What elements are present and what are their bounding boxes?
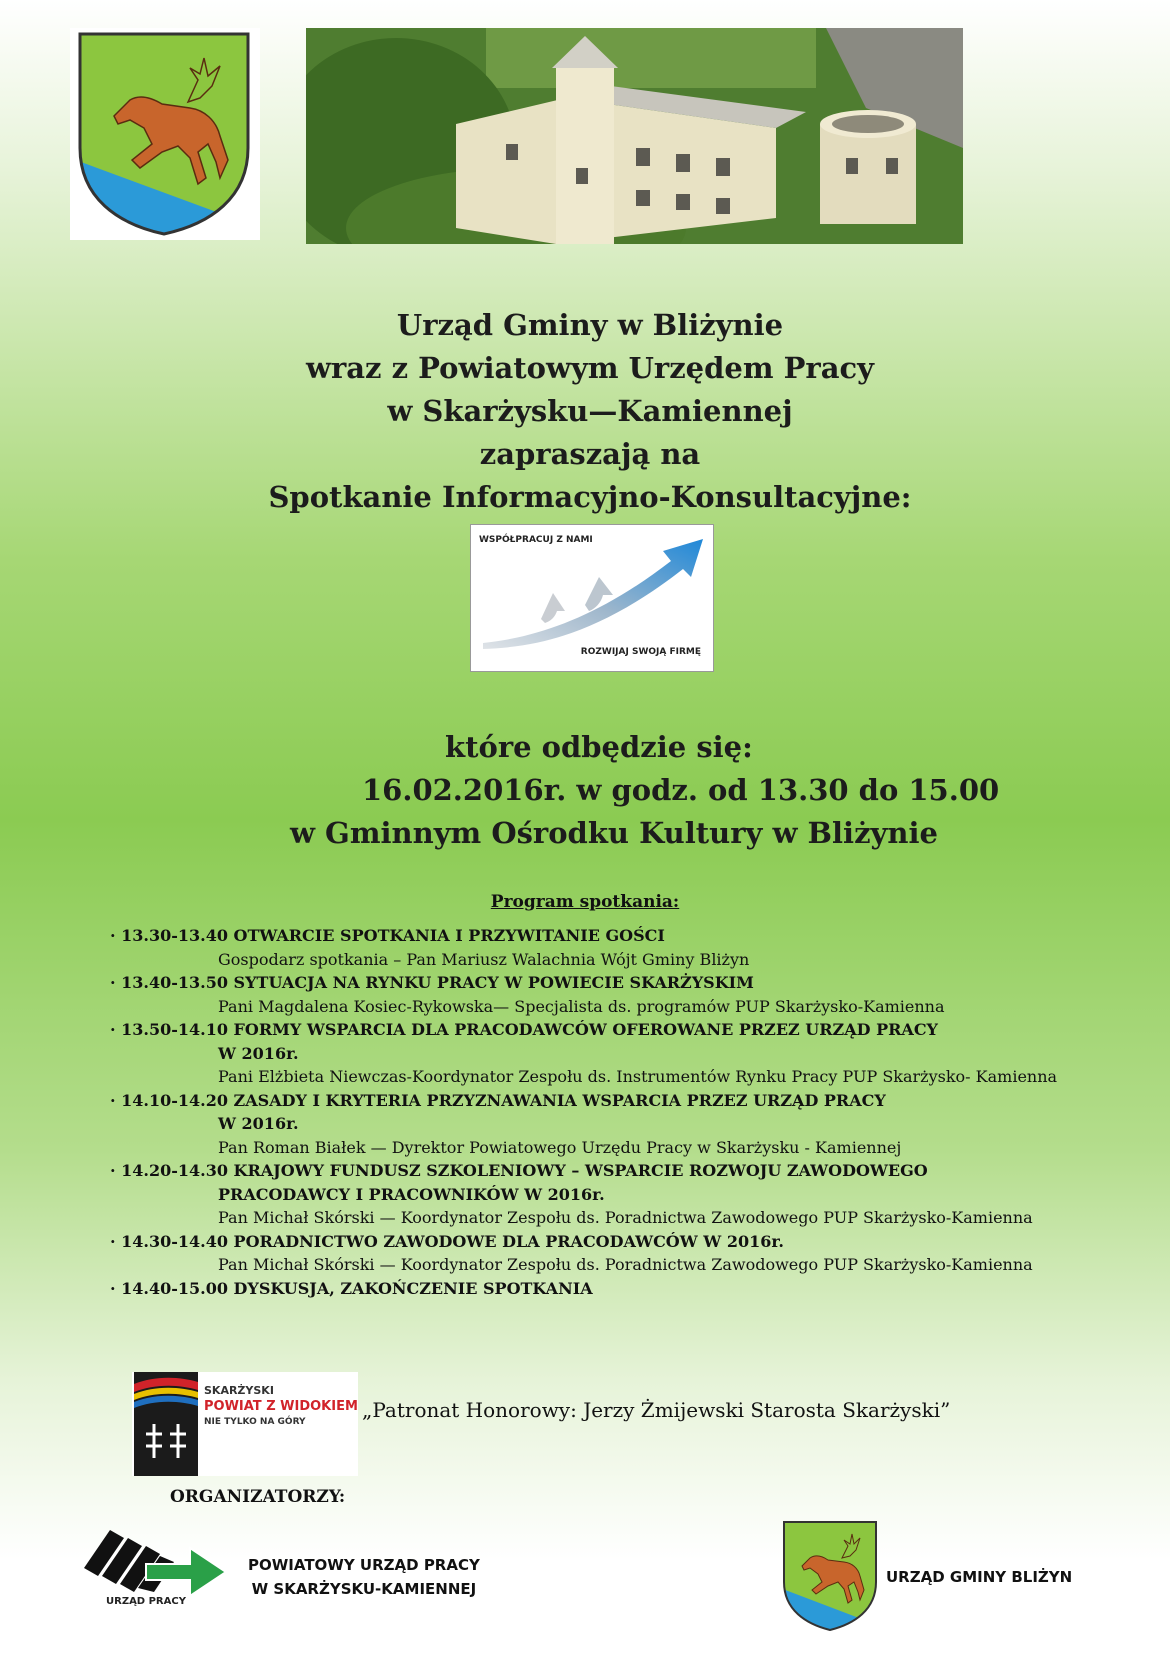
castle-photo xyxy=(306,28,963,244)
pup-logo-text: URZĄD PRACY xyxy=(106,1596,186,1606)
headline-line-4: zapraszają na xyxy=(479,437,701,471)
program-item-title-continued: PRACODAWCY I PRACOWNIKÓW W 2016r. xyxy=(218,1184,605,1204)
program-item-title: · 14.20-14.30 KRAJOWY FUNDUSZ SZKOLENIOWY – WSPARCIE ROZWOJU ZAWODOWEGO xyxy=(110,1161,928,1180)
program-item xyxy=(110,1018,1095,1089)
crest-top-logo xyxy=(70,28,260,240)
program-item-speaker: Pan Michał Skórski — Koordynator Zespołu ds. Poradnictwa Zawodowego PUP Skarżysko-Kamienna xyxy=(218,1208,1033,1227)
headline-line-1: Urząd Gminy w Bliżynie xyxy=(396,308,784,342)
program-item-title: · 13.30-13.40 OTWARCIE SPOTKANIA I PRZYWITANIE GOŚCI xyxy=(110,926,665,945)
crest-bottom-logo xyxy=(780,1518,880,1634)
patronat-text: „Patronat Honorowy: Jerzy Żmijewski Starosta Skarżyski” xyxy=(362,1398,951,1422)
program-item-speaker: Gospodarz spotkania – Pan Mariusz Walachnia Wójt Gminy Bliżyn xyxy=(218,949,750,969)
program-item-title: · 13.40-13.50 SYTUACJA NA RYNKU PRACY W POWIECIE SKARŻYSKIM xyxy=(110,973,754,992)
program-heading: Program spotkania: xyxy=(490,892,680,912)
organizers-label: ORGANIZATORZY: xyxy=(170,1487,346,1507)
event-details xyxy=(150,726,1050,855)
program-item-title: · 13.50-14.10 FORMY WSPARCIA DLA PRACODAWCÓW OFEROWANE PRZEZ URZĄD PRACY xyxy=(110,1020,938,1039)
powiat-logo-line-1: SKARŻYSKI xyxy=(204,1384,274,1397)
cooperation-logo-top-text: WSPÓŁPRACUJ Z NAMI xyxy=(479,535,593,545)
program-item xyxy=(110,1159,1095,1230)
program-item-speaker: Pani Elżbieta Niewczas-Koordynator Zespołu ds. Instrumentów Rynku Pracy PUP Skarżysko- Kamienna xyxy=(218,1067,1058,1086)
headline-line-5: Spotkanie Informacyjno-Konsultacyjne: xyxy=(268,480,912,514)
program-item-title-continued: W 2016r. xyxy=(218,1043,299,1063)
program-item-speaker: Pan Michał Skórski — Koordynator Zespołu ds. Poradnictwa Zawodowego PUP Skarżysko-Kamienna xyxy=(218,1255,1033,1274)
program-list xyxy=(110,924,1095,1300)
pup-logo xyxy=(84,1520,228,1606)
powiat-logo-line-2: POWIAT Z WIDOKIEM xyxy=(204,1399,358,1414)
program-item-speaker: Pan Roman Białek — Dyrektor Powiatowego Urzędu Pracy w Skarżysku - Kamiennej xyxy=(218,1137,902,1157)
headline-line-3: w Skarżysku—Kamiennej xyxy=(387,394,793,428)
program-item-title: · 14.40-15.00 DYSKUSJA, ZAKOŃCZENIE SPOTKANIA xyxy=(110,1278,593,1298)
event-intro: które odbędzie się: xyxy=(445,730,753,764)
program-item xyxy=(110,1089,1095,1160)
pup-name-line-2: W SKARŻYSKU-KAMIENNEJ xyxy=(251,1580,477,1598)
pup-name-line-1: POWIATOWY URZĄD PRACY xyxy=(248,1556,480,1574)
program-item xyxy=(110,1277,1095,1301)
program-item-title: · 14.10-14.20 ZASADY I KRYTERIA PRZYZNAWANIA WSPARCIA PRZEZ URZĄD PRACY xyxy=(110,1090,886,1110)
event-datetime: 16.02.2016r. w godz. od 13.30 do 15.00 xyxy=(362,773,1000,807)
program-item xyxy=(110,924,1095,971)
powiat-logo-line-3: NIE TYLKO NA GÓRY xyxy=(204,1417,306,1427)
gmina-name: URZĄD GMINY BLIŻYN xyxy=(886,1568,1073,1586)
program-item xyxy=(110,971,1095,1018)
cooperation-logo-bottom-text: ROZWIJAJ SWOJĄ FIRMĘ xyxy=(580,647,701,657)
event-place: w Gminnym Ośrodku Kultury w Bliżynie xyxy=(290,816,938,850)
cooperation-logo xyxy=(470,524,714,672)
headline-line-2: wraz z Powiatowym Urzędem Pracy xyxy=(305,351,875,385)
program-item-title-continued: W 2016r. xyxy=(218,1114,299,1133)
headline xyxy=(160,304,1020,519)
program-item xyxy=(110,1230,1095,1277)
program-item-speaker: Pani Magdalena Kosiec-Rykowska— Specjalista ds. programów PUP Skarżysko-Kamienna xyxy=(218,996,945,1016)
program-item-title: · 14.30-14.40 PORADNICTWO ZAWODOWE DLA PRACODAWCÓW W 2016r. xyxy=(110,1231,784,1251)
pup-name xyxy=(248,1553,480,1601)
powiat-logo xyxy=(132,1372,358,1476)
